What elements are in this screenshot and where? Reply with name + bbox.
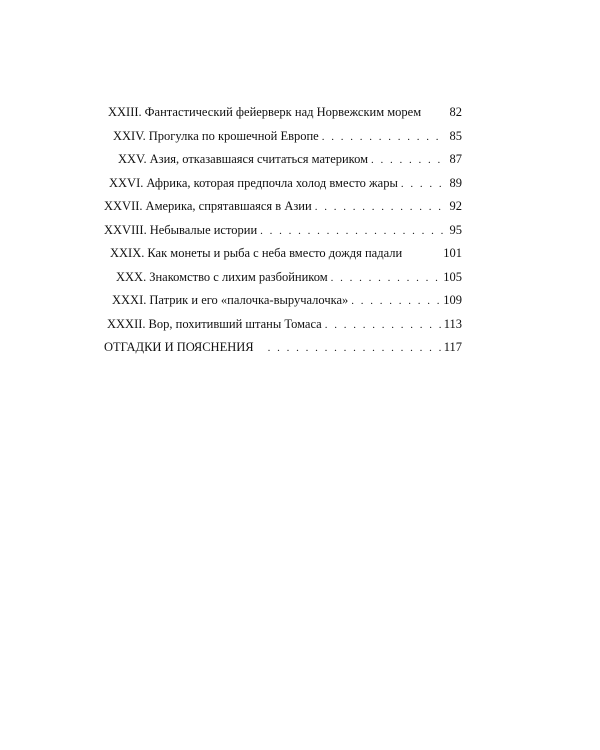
chapter-title: Патрик и его «палочка-выручалочка» [149, 293, 349, 307]
chapter-number: XXXI. [112, 293, 147, 307]
chapter-title: Небывалые истории [149, 222, 258, 237]
page-number: 117 [443, 340, 462, 354]
toc-entry [104, 125, 462, 149]
toc-entry [104, 101, 462, 125]
page-number: 95 [449, 222, 462, 237]
page-number: 85 [449, 128, 462, 143]
chapter-title: Фантастический фейерверк над Норвежским морем [144, 105, 422, 119]
chapter-title: Америка, спрятавшаяся в Азии [145, 199, 312, 213]
chapter-title: Знакомство с лихим разбойником [149, 269, 328, 284]
chapter-title: Африка, которая предпочла холод вместо жары [146, 175, 398, 190]
page-number: 89 [449, 175, 462, 190]
toc-entry [104, 172, 462, 196]
toc-entry [104, 219, 462, 243]
toc-entry [104, 148, 462, 172]
chapter-number: XXV. [118, 152, 147, 166]
toc-entry [104, 336, 462, 360]
dot-leader [254, 337, 444, 361]
dot-leader [257, 220, 444, 244]
chapter-number: XXX. [116, 269, 147, 284]
page-number: 101 [443, 246, 462, 260]
chapter-number: XXIII. [108, 105, 142, 119]
toc-entry [104, 266, 462, 290]
chapter-number: XXXII. [107, 316, 146, 331]
dot-leader [328, 267, 444, 291]
dot-leader [312, 196, 444, 220]
page-number: 82 [449, 105, 462, 119]
chapter-number: XXVIII. [104, 222, 147, 237]
dot-leader [322, 314, 444, 338]
page-number: 109 [443, 293, 462, 307]
page-number: 113 [443, 316, 462, 331]
dot-leader [319, 126, 444, 150]
page-number: 92 [449, 199, 462, 213]
page-number: 105 [443, 269, 462, 284]
page-number: 87 [449, 152, 462, 166]
chapter-title: Азия, отказавшаяся считаться материком [149, 152, 369, 166]
chapter-title: Вор, похитивший штаны Томаса [148, 316, 322, 331]
dot-leader [348, 290, 443, 314]
toc-entry [104, 313, 462, 337]
chapter-number: XXIX. [110, 246, 145, 260]
section-title: ОТГАДКИ И ПОЯСНЕНИЯ [104, 340, 254, 354]
toc-entry [104, 195, 462, 219]
chapter-number: XXIV. [113, 128, 146, 143]
toc-entry [104, 289, 462, 313]
chapter-title: Прогулка по крошечной Европе [148, 128, 319, 143]
table-of-contents [104, 101, 462, 360]
chapter-number: XXVII. [104, 199, 143, 213]
chapter-number: XXVI. [109, 175, 144, 190]
toc-entry [104, 242, 462, 266]
chapter-title: Как монеты и рыба с неба вместо дождя падали [147, 246, 403, 260]
dot-leader [368, 149, 444, 173]
dot-leader [398, 173, 444, 197]
